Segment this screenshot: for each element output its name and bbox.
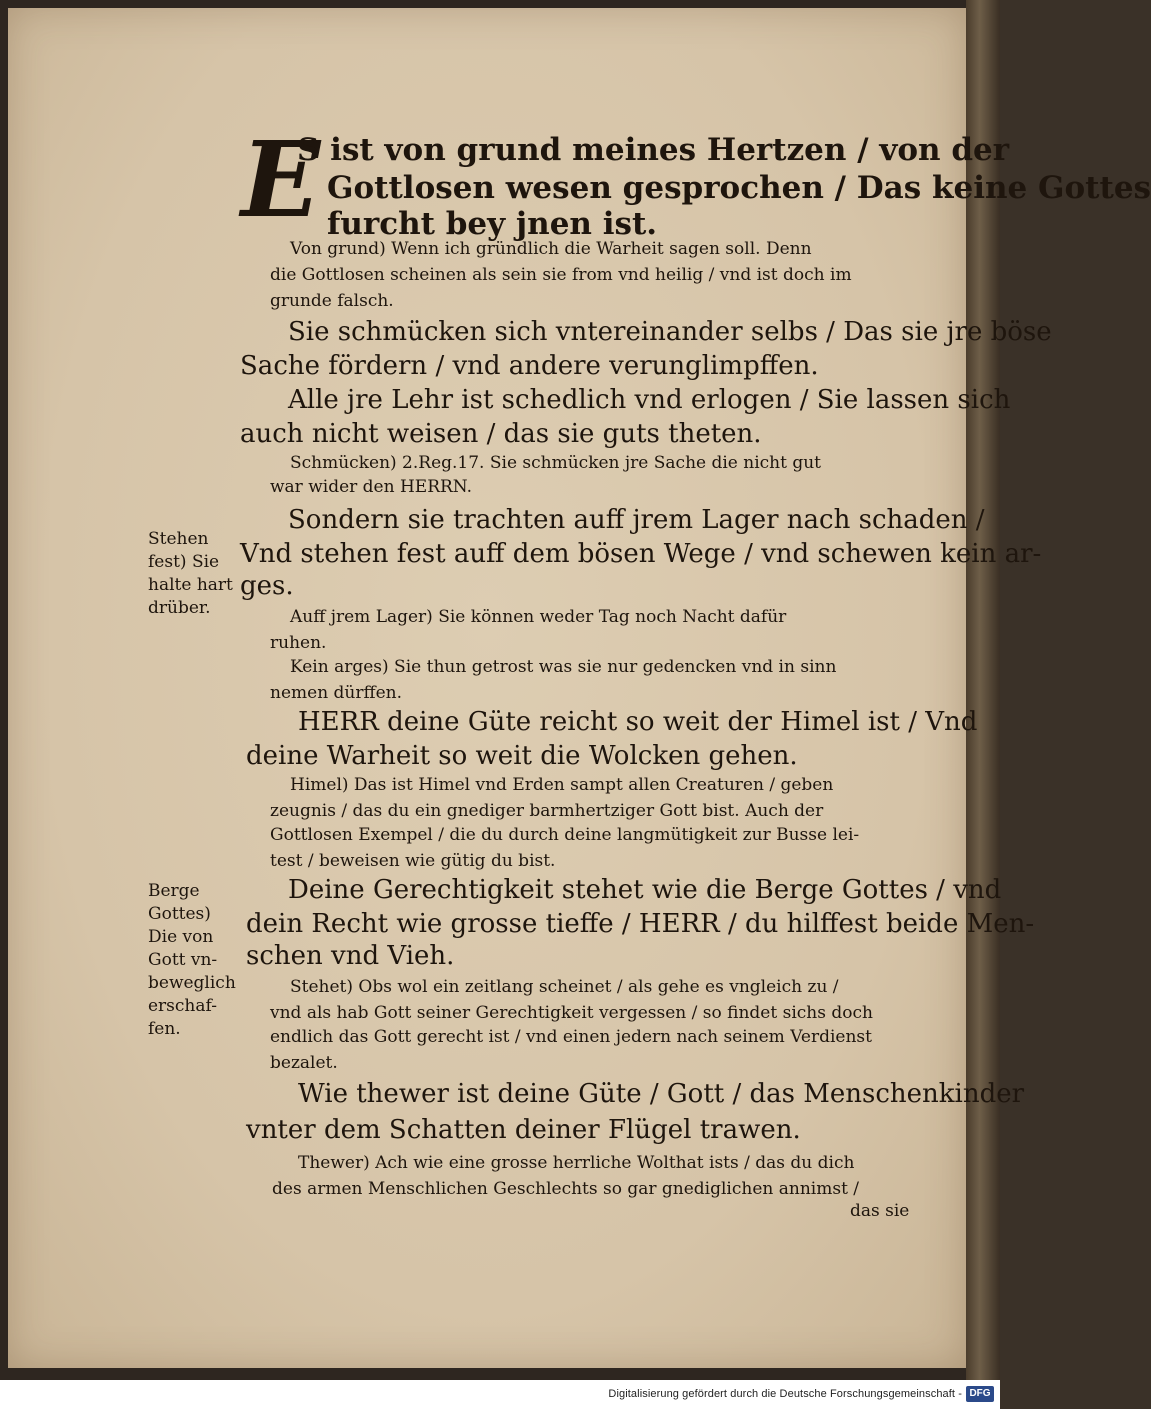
verse-line: vnter dem Schatten deiner Flügel trawen. bbox=[246, 1115, 801, 1145]
verse-line: Deine Gerechtigkeit stehet wie die Berge Gottes / vnd bbox=[288, 875, 1002, 905]
gloss-line: Himel) Das ist Himel vnd Erden sampt allen Creaturen / geben bbox=[290, 775, 834, 795]
gloss-line: Auff jrem Lager) Sie können weder Tag noch Nacht dafür bbox=[290, 607, 787, 627]
verse-line: schen vnd Vieh. bbox=[246, 941, 455, 971]
gloss-line: Kein arges) Sie thun getrost was sie nur gedencken vnd in sinn bbox=[290, 657, 837, 677]
decorated-initial: E bbox=[241, 118, 321, 241]
margin-note-line: erschaf- bbox=[148, 996, 217, 1016]
gloss-line: bezalet. bbox=[270, 1053, 338, 1073]
margin-note-line: fen. bbox=[148, 1019, 181, 1039]
verse-line: dein Recht wie grosse tieffe / HERR / du hilffest beide Men- bbox=[246, 909, 1035, 939]
verse-line: Vnd stehen fest auff dem bösen Wege / vnd schewen kein ar- bbox=[240, 539, 1042, 569]
margin-note-line: Gott vn- bbox=[148, 950, 218, 970]
dfg-logo: DFG bbox=[966, 1386, 994, 1402]
gloss-line: des armen Menschlichen Geschlechts so gar gnediglichen annimst / bbox=[272, 1179, 860, 1199]
catchword: das sie bbox=[850, 1201, 910, 1221]
book-page bbox=[8, 8, 1151, 1368]
margin-note-line: beweglich bbox=[148, 973, 236, 993]
gloss-line: Thewer) Ach wie eine grosse herrliche Wolthat ists / das du dich bbox=[298, 1153, 855, 1173]
verse-line: Sache fördern / vnd andere verunglimpffen. bbox=[240, 351, 819, 381]
gloss-line: zeugnis / das du ein gnediger barmhertziger Gott bist. Auch der bbox=[270, 801, 824, 821]
gloss-line: war wider den HERRN. bbox=[270, 477, 472, 497]
verse-line: auch nicht weisen / das sie guts theten. bbox=[240, 419, 762, 449]
verse-line: HERR deine Güte reicht so weit der Himel ist / Vnd bbox=[298, 707, 978, 737]
gloss-line: Schmücken) 2.Reg.17. Sie schmücken jre Sache die nicht gut bbox=[290, 453, 822, 473]
heading-line-1: S ist von grund meines Hertzen / von der bbox=[297, 132, 1010, 168]
gloss-line: test / beweisen wie gütig du bist. bbox=[270, 851, 556, 871]
margin-note-line: Stehen bbox=[148, 529, 209, 549]
gloss-line: Gottlosen Exempel / die du durch deine langmütigkeit zur Busse lei- bbox=[270, 825, 860, 845]
gloss-line: die Gottlosen scheinen als sein sie from vnd heilig / vnd ist doch im bbox=[270, 265, 852, 285]
verse-line: Alle jre Lehr ist schedlich vnd erlogen / Sie lassen sich bbox=[288, 385, 1011, 415]
gloss-line: Von grund) Wenn ich gründlich die Warheit sagen soll. Denn bbox=[290, 239, 812, 259]
margin-note-line: Berge bbox=[148, 881, 200, 901]
verse-line: deine Warheit so weit die Wolcken gehen. bbox=[246, 741, 798, 771]
heading-line-2: Gottlosen wesen gesprochen / Das keine Gottes bbox=[327, 170, 1151, 206]
heading-line-3: furcht bey jnen ist. bbox=[327, 206, 658, 242]
gloss-line: Stehet) Obs wol ein zeitlang scheinet / als gehe es vngleich zu / bbox=[290, 977, 839, 997]
verse-line: Sondern sie trachten auff jrem Lager nach schaden / bbox=[288, 505, 985, 535]
margin-note-line: Die von bbox=[148, 927, 214, 947]
funding-notice: Digitalisierung gefördert durch die Deutsche Forschungsgemeinschaft - bbox=[608, 1388, 962, 1400]
gloss-line: grunde falsch. bbox=[270, 291, 394, 311]
footer-bar bbox=[0, 1380, 1000, 1409]
margin-note-line: fest) Sie bbox=[148, 552, 220, 572]
margin-note-line: Gottes) bbox=[148, 904, 211, 924]
margin-note-line: drüber. bbox=[148, 598, 211, 618]
verse-line: ges. bbox=[240, 571, 294, 601]
margin-note-line: halte hart bbox=[148, 575, 233, 595]
verse-line: Wie thewer ist deine Güte / Gott / das Menschenkinder bbox=[298, 1079, 1025, 1109]
gloss-line: ruhen. bbox=[270, 633, 327, 653]
gloss-line: nemen dürffen. bbox=[270, 683, 402, 703]
gloss-line: endlich das Gott gerecht ist / vnd einen jedern nach seinem Verdienst bbox=[270, 1027, 872, 1047]
book-spine bbox=[966, 0, 1000, 1380]
gloss-line: vnd als hab Gott seiner Gerechtigkeit vergessen / so findet sichs doch bbox=[270, 1003, 873, 1023]
verse-line: Sie schmücken sich vntereinander selbs / Das sie jre böse bbox=[288, 317, 1052, 347]
